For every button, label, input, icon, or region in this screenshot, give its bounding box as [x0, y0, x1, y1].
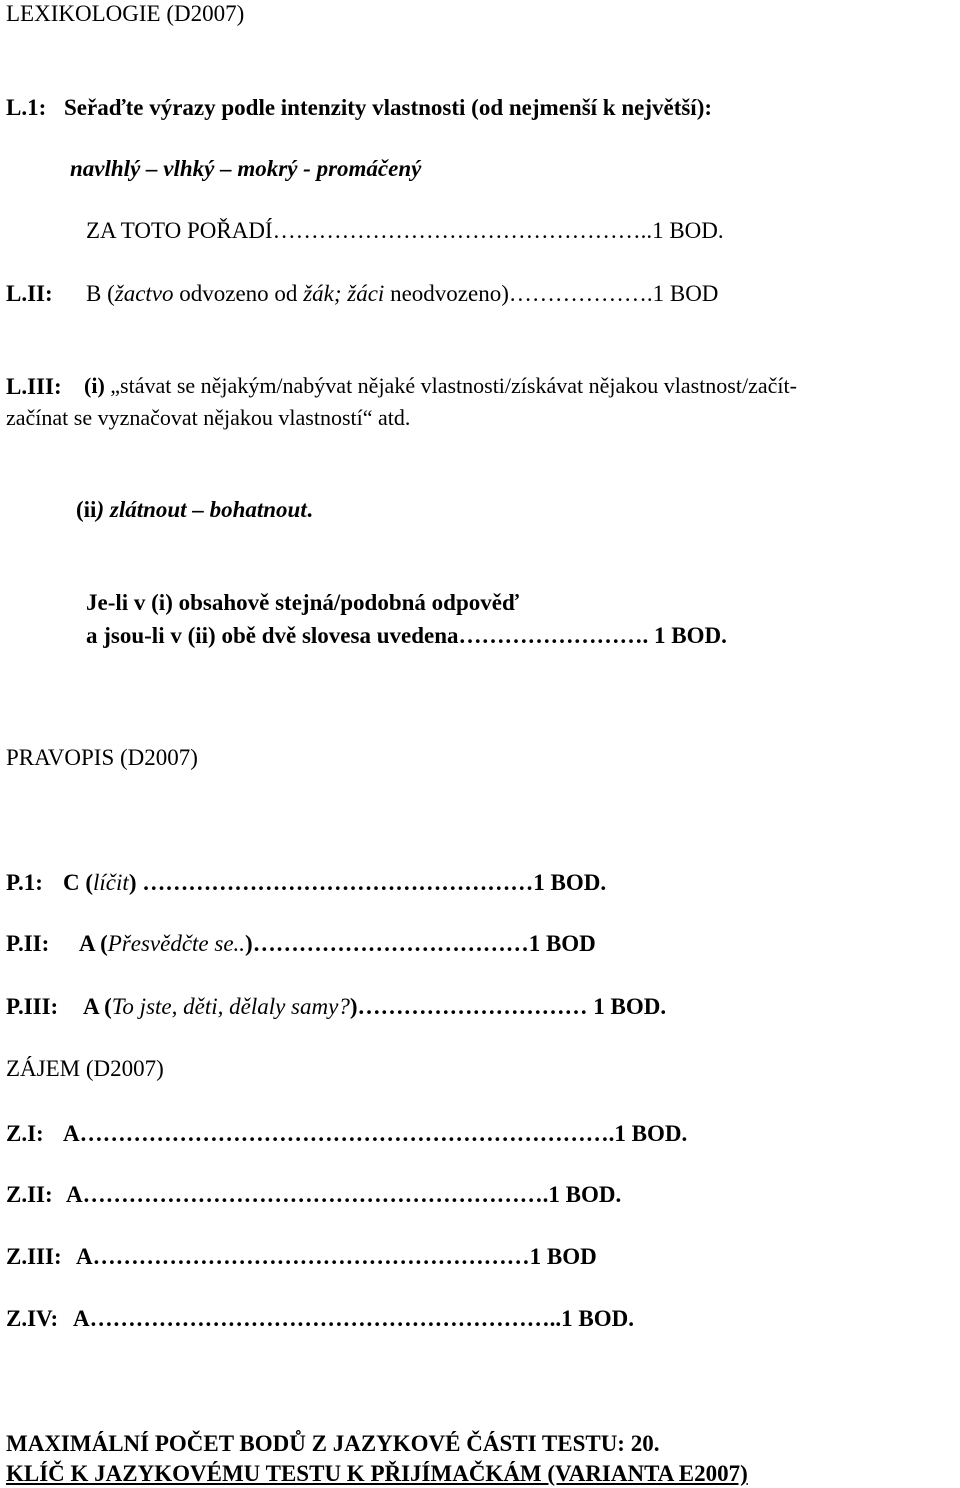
l2-mid: odvozeno od	[173, 281, 304, 306]
p1-label: P.1:	[6, 870, 43, 895]
l1-question: Seřaďte výrazy podle intenzity vlastnosti (od nejmenší k největší):	[64, 95, 713, 120]
l3-ii-dot: .	[306, 497, 313, 522]
p2-answer	[79, 932, 596, 955]
l2-pre: B (	[86, 281, 115, 306]
l3-label: L.III:	[6, 374, 62, 399]
max-points-line: MAXIMÁLNÍ POČET BODŮ Z JAZYKOVÉ ČÁSTI TESTU: 20.	[6, 1431, 660, 1456]
p3-ital: To jste, děti, dělaly samy?	[111, 994, 350, 1019]
l2-post: neodvozeno)……………….1 BOD	[384, 281, 719, 306]
l3-line1-text: „stávat se nějakým/nabývat nějaké vlastnosti/získávat nějakou vlastnost/začít-	[104, 373, 797, 398]
p2-pre: A (	[79, 931, 108, 956]
l3-i-marker: (i)	[84, 373, 105, 398]
l3-ii-marker: (ii	[76, 497, 97, 522]
p2-post: )………………………………1 BOD	[245, 931, 596, 956]
p1-post: ) ……………………………………………1 BOD.	[128, 870, 607, 895]
l3-line2: začínat se vyznačovat nějakou vlastností“ atd.	[6, 405, 411, 430]
z4-answer: A……………………………………………………..1 BOD.	[73, 1306, 634, 1331]
l2-ital1: žactvo	[114, 281, 174, 306]
p2-ital: Přesvědčte se..	[107, 931, 246, 956]
z3-answer: A…………………………………………………1 BOD	[76, 1244, 597, 1269]
p3-pre: A (	[83, 994, 112, 1019]
p1-ital: líčit	[93, 870, 129, 895]
z1-answer: A…………………………………………………………….1 BOD.	[63, 1121, 688, 1146]
l2-answer	[86, 282, 718, 305]
heading-zajem: ZÁJEM (D2007)	[6, 1056, 164, 1081]
p2-label: P.II:	[6, 931, 50, 956]
l3-condition-1: Je-li v (i) obsahově stejná/podobná odpověď	[86, 590, 519, 615]
l3-ii	[76, 498, 312, 521]
z3-label: Z.III:	[6, 1244, 62, 1269]
p3-post: )………………………… 1 BOD.	[349, 994, 667, 1019]
z1-label: Z.I:	[6, 1121, 44, 1146]
l3-condition-2: a jsou-li v (ii) obě dvě slovesa uvedena……………………. 1 BOD.	[86, 623, 727, 648]
heading-pravopis: PRAVOPIS (D2007)	[6, 745, 198, 770]
z2-label: Z.II:	[6, 1182, 53, 1207]
heading-lexikologie: LEXIKOLOGIE (D2007)	[6, 1, 245, 26]
l2-ital2: žák; žáci	[303, 281, 385, 306]
p3-answer	[83, 995, 666, 1018]
l1-words: navlhlý – vlhký – mokrý - promáčený	[70, 156, 422, 181]
answer-key-title: KLÍČ K JAZYKOVÉMU TESTU K PŘIJÍMAČKÁM (VARIANTA E2007)	[6, 1461, 748, 1486]
z4-label: Z.IV:	[6, 1306, 59, 1331]
z2-answer: A…………………………………………………….1 BOD.	[66, 1182, 622, 1207]
p1-answer	[63, 871, 606, 894]
p1-pre: C (	[63, 870, 94, 895]
l3-line1	[84, 375, 797, 397]
l1-label: L.1:	[6, 95, 47, 120]
l1-answer: ZA TOTO POŘADÍ…………………………………………..1 BOD.	[86, 218, 724, 243]
l2-label: L.II:	[6, 281, 53, 306]
l3-ii-text: ) zlátnout – bohatnout	[96, 497, 307, 522]
p3-label: P.III:	[6, 994, 59, 1019]
